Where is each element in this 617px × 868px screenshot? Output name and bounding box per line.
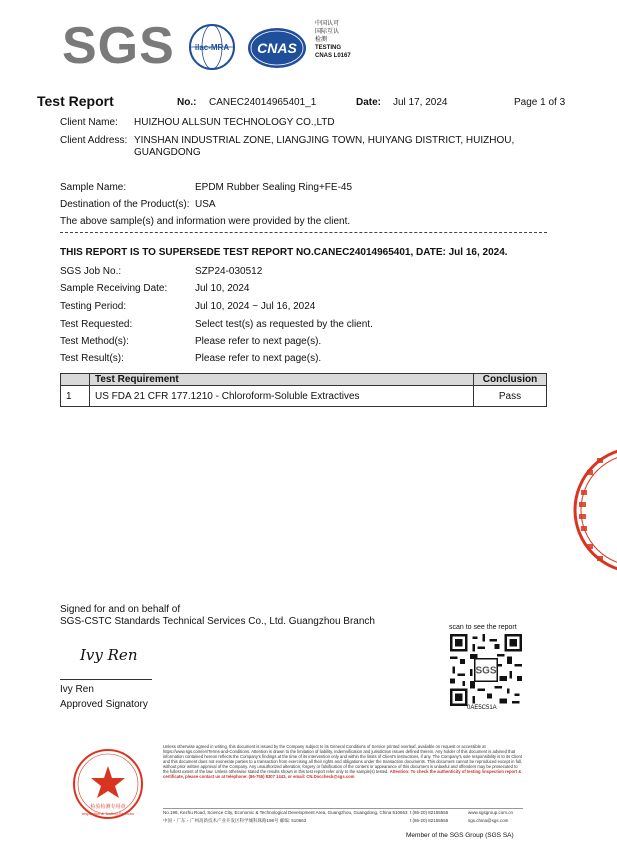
address-cn: 中国・广东・广州高新技术产业开发区科学城科珠路198号 邮编: 510663 xyxy=(163,818,307,823)
detail-label: Sample Receiving Date: xyxy=(60,283,168,294)
qr-code-id: 0AE5C51A xyxy=(467,705,497,711)
footer-divider xyxy=(163,808,523,809)
seal-center-text: 检验检测专用章 xyxy=(90,804,126,810)
cnas-accreditation-text xyxy=(315,20,351,60)
report-no-value: CANEC24014965401_1 xyxy=(209,97,317,108)
detail-label: Testing Period: xyxy=(60,301,127,312)
inspection-seal xyxy=(58,748,158,828)
table-cell-requirement: US FDA 21 CFR 177.1210 - Chloroform-Soluble Extractives xyxy=(90,386,474,407)
detail-value: Please refer to next page(s). xyxy=(195,336,322,347)
signed-on-behalf xyxy=(60,604,375,628)
tel-2: t (86-20) 82155555 xyxy=(410,818,449,823)
detail-value: Select test(s) as requested by the client. xyxy=(195,319,373,330)
page-number: Page 1 of 3 xyxy=(514,97,566,108)
client-address-line2: GUANGDONG xyxy=(134,147,201,158)
destination-label: Destination of the Product(s): xyxy=(60,199,190,210)
cnas-line: CNAS L0167 xyxy=(315,53,351,59)
report-date-value: Jul 17, 2024 xyxy=(393,97,448,108)
disclaimer-text: Unless otherwise agreed in writing, this document is issued by the Company subject to its General Conditions of Service printed overleaf, available on request or accessible at https://www.sgs.com/en/Terms-and-Conditions. Attention is drawn to the limitation of liability, indemnification and jurisdiction issues defined therein. Any holder of this document is advised that information contained hereon reflects the Company's findings at the time of its intervention only and within the limits of Client's instructions, if any. The Company's sole responsibility is to its Client and this document does not exonerate parties to a transaction from exercising all their rights and obligations under the transaction documents. This document cannot be reproduced except in full, without prior written approval of the Company. Any unauthorized alteration, forgery or falsification of the content or appearance of this document is unlawful and offenders may be prosecuted to the fullest extent of the law. Unless otherwise stated the results shown in this test report refer only to the sample(s) tested. xyxy=(163,744,523,774)
cnas-label: CNAS xyxy=(257,40,297,56)
address-en: No.198, Kezhu Road, Science City, Economic & Technological Development Area, Guangzhou, Guangdong, China 510663 xyxy=(163,810,408,815)
signed-line2: SGS-CSTC Standards Technical Services Co., Ltd. Guangzhou Branch xyxy=(60,616,375,627)
cnas-logo xyxy=(246,26,308,70)
email-link[interactable]: sgs.china@sgs.com xyxy=(468,818,509,823)
detail-label: Test Requested: xyxy=(60,319,133,330)
table-cell-no: 1 xyxy=(61,386,90,407)
table-cell-conclusion: Pass xyxy=(474,386,547,407)
signatory-role: Approved Signatory xyxy=(60,699,148,710)
cnas-line: 国际互认 xyxy=(315,29,340,35)
detail-value: Jul 10, 2024 ~ Jul 16, 2024 xyxy=(195,301,316,312)
official-stamp-partial xyxy=(565,440,617,580)
table-header-requirement: Test Requirement xyxy=(90,374,474,386)
sample-note: The above sample(s) and information were provided by the client. xyxy=(60,216,351,227)
handwritten-signature: Ivy Ren xyxy=(80,646,138,664)
qr-center-label: SGS xyxy=(475,665,497,677)
sgs-logo xyxy=(62,17,175,80)
sample-name-value: EPDM Rubber Sealing Ring+FE-45 xyxy=(195,182,353,193)
sample-name-label: Sample Name: xyxy=(60,182,127,193)
client-address-label: Client Address: xyxy=(60,135,128,146)
dashed-divider xyxy=(60,232,547,233)
ilac-label: ilac-MRA xyxy=(194,43,230,52)
supersede-notice: THIS REPORT IS TO SUPERSEDE TEST REPORT NO.CANEC24014965401, DATE: Jul 16, 2024. xyxy=(60,247,508,258)
table-header-row xyxy=(61,374,547,386)
table-header-no xyxy=(61,374,90,386)
website-link[interactable]: www.sgsgroup.com.cn xyxy=(468,810,514,815)
cnas-line: TESTING xyxy=(315,45,342,51)
qr-label: scan to see the report xyxy=(449,624,517,631)
detail-value: Please refer to next page(s). xyxy=(195,353,322,364)
table-header-conclusion: Conclusion xyxy=(474,374,547,386)
detail-label: SGS Job No.: xyxy=(60,266,122,277)
signatory-name: Ivy Ren xyxy=(60,684,94,695)
detail-label: Test Result(s): xyxy=(60,353,124,364)
report-no-label: No.: xyxy=(177,97,197,108)
cnas-line: 中国认可 xyxy=(315,21,340,27)
table-row xyxy=(61,386,547,407)
client-name-label: Client Name: xyxy=(60,117,118,128)
member-of-sgs: Member of the SGS Group (SGS SA) xyxy=(406,832,514,839)
test-requirement-table xyxy=(60,373,547,407)
report-date-label: Date: xyxy=(356,97,382,108)
client-name-value: HUIZHOU ALLSUN TECHNOLOGY CO.,LTD xyxy=(134,117,335,128)
tel-1: t (86-20) 82155555 xyxy=(410,810,449,815)
seal-en-text: Inspection & Testing Services xyxy=(81,811,135,816)
ilac-mra-logo xyxy=(186,22,238,72)
footer-disclaimer xyxy=(163,744,523,779)
signed-line1: Signed for and on behalf of xyxy=(60,604,181,615)
cnas-line: 检测 xyxy=(315,37,328,43)
detail-value: SZP24-030512 xyxy=(195,266,263,277)
signature-line xyxy=(60,679,152,680)
attention-text: Attention: To check the authenticity of testing /inspection report & certificate, please contact us at telephone: (86-755) 8307 1443, or email: CN.Doccheck@sgs.com xyxy=(163,769,522,779)
sgs-logo-text: SGS xyxy=(62,17,175,75)
detail-value: Jul 10, 2024 xyxy=(195,283,250,294)
detail-label: Test Method(s): xyxy=(60,336,129,347)
destination-value: USA xyxy=(195,199,216,210)
client-address-line1: YINSHAN INDUSTRIAL ZONE, LIANGJING TOWN, HUIYANG DISTRICT, HUIZHOU, xyxy=(134,135,515,146)
report-title: Test Report xyxy=(37,93,114,109)
qr-code[interactable] xyxy=(450,634,522,706)
